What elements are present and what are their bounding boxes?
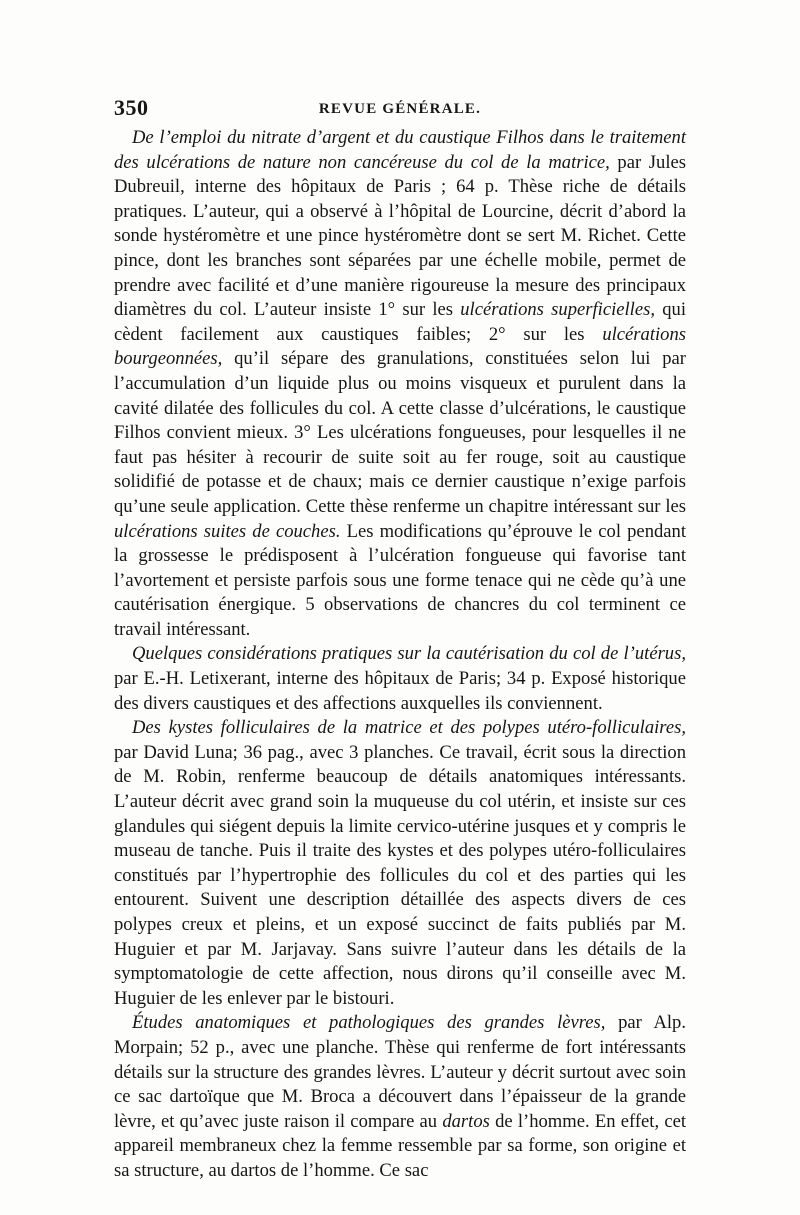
entry-text: Les modifications qu’éprouve le col pendant la grossesse le prédisposent à l’ulcération fongueuse qui favorise tant l’avortement et persiste parfois sous une forme tenace qui ne cède qu’à une cautérisation énergique. 5 observations de chancres du col terminent ce travail intéressant. [114, 520, 686, 640]
entry-text: de l’homme. En effet, cet appareil membraneux chez la femme ressemble par sa forme, son origine et sa structure, au dartos de l’homme. Ce sac [114, 1110, 687, 1181]
entry-dubreuil [114, 126, 686, 642]
entry-text: par E.-H. Letixerant, interne des hôpitaux de Paris; 34 p. Exposé historique des divers caustiques et des affections auxquelles ils conviennent. [114, 668, 686, 714]
entry-title: Des kystes folliculaires de la matrice et des polypes utéro-folliculaires, [132, 717, 686, 739]
page-header [114, 95, 686, 123]
entry-emphasis: dartos [442, 1110, 490, 1132]
entry-text: par Alp. Morpain; 52 p., avec une planche. Thèse qui renferme de fort intéressants détails sur la structure des grandes lèvres. L’auteur y décrit surtout avec soin ce sac dartoïque que M. Broca a découvert dans l’épaisseur de la grande lèvre, et qu’avec juste raison il compare au [114, 1012, 686, 1132]
entry-luna [114, 716, 686, 1011]
body-text [114, 126, 686, 1184]
entry-title: Études anatomiques et pathologiques des grandes lèvres, [132, 1012, 606, 1034]
entry-emphasis: ulcérations superficielles, [460, 299, 655, 321]
entry-emphasis: ulcérations bourgeonnées, [114, 323, 686, 370]
running-title: REVUE GÉNÉRALE. [318, 101, 482, 117]
entry-title: Quelques considérations pratiques sur la cautérisation du col de l’utérus, [132, 643, 686, 665]
entry-morpain [114, 1011, 686, 1183]
entry-text: qu’il sépare des granulations, constituées selon lui par l’accumulation d’un liquide plus ou moins visqueux et purulent dans la cavité dilatée des follicules du col. A cette classe d’ulcérations, le caustique Filhos convient mieux. 3° Les ulcérations fongueuses, pour lesquelles il ne faut pas hésiter à recourir de suite soit au fer rouge, soit au caustique solidifié de potasse et de chaux; mais ce dernier caustique n’exige parfois qu’une seule application. Cette thèse renferme un chapitre intéressant sur les [114, 348, 686, 517]
entry-letixerant [114, 642, 686, 716]
entry-text: par David Luna; 36 pag., avec 3 planches. Ce travail, écrit sous la direction de M. Robin, renferme beaucoup de détails anatomiques intéressants. L’auteur décrit avec grand soin la muqueuse du col utérin, et insiste sur ces glandules qui siégent depuis la limite cervico-utérine jusques et y compris le museau de tanche. Puis il traite des kystes et des polypes utéro-folliculaires constitués par l’hypertrophie des follicules du col et des parties qui les entourent. Suivent une description détaillée des aspects divers de ces polypes creux et pleins, et un exposé succinct de faits publiés par M. Huguier et par M. Jarjavay. Sans suivre l’auteur dans les détails de la symptomatologie de cette affection, nous dirons qu’il conseille avec M. Huguier de les enlever par le bistouri. [114, 741, 686, 1009]
entry-text: par Jules Dubreuil, interne des hôpitaux de Paris ; 64 p. Thèse riche de détails pratiques. L’auteur, qui a observé à l’hôpital de Lourcine, décrit d’abord la sonde hystéromètre et une pince hystéromètre dont se sert M. Richet. Cette pince, dont les branches sont séparées par une échelle mobile, permet de prendre avec facilité et d’une manière rigoureuse la mesure des principaux diamètres du col. L’auteur insiste 1° sur les [114, 151, 686, 321]
entry-title: De l’emploi du nitrate d’argent et du caustique Filhos dans le traitement des ulcérations de nature non cancéreuse du col de la matrice, [114, 127, 686, 173]
entry-text: qui cèdent facilement aux caustiques faibles; 2° sur les [114, 299, 686, 345]
page-number: 350 [114, 95, 149, 120]
entry-emphasis: ulcérations suites de couches. [114, 520, 341, 542]
